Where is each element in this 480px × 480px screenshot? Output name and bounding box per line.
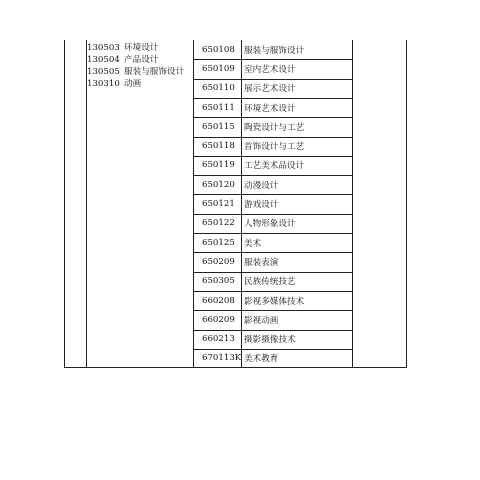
table-row	[194, 272, 352, 291]
major-code: 650209	[202, 256, 235, 267]
table-border-right	[406, 40, 407, 368]
major-name: 服装与服饰设计	[244, 45, 305, 56]
major-code: 130505	[87, 67, 120, 77]
major-name: 服装表演	[244, 257, 279, 268]
major-code: 650125	[202, 237, 235, 248]
table-row	[194, 214, 352, 233]
major-name: 陶瓷设计与工艺	[244, 122, 305, 133]
table-row	[194, 79, 352, 98]
list-item	[87, 54, 193, 66]
major-code: 650305	[202, 276, 235, 287]
major-code: 650122	[202, 218, 235, 229]
table-row	[194, 98, 352, 117]
major-name: 环境艺术设计	[244, 103, 296, 114]
major-code: 130310	[87, 79, 120, 89]
major-code: 650109	[202, 63, 235, 74]
major-code: 650115	[202, 121, 235, 132]
list-item	[87, 66, 193, 78]
major-code: 650110	[202, 83, 235, 94]
major-code: 660213	[202, 334, 235, 345]
table-row	[194, 194, 352, 213]
table-border-left	[64, 40, 65, 368]
major-name: 环境设计	[124, 43, 159, 53]
table-row	[194, 233, 352, 252]
table-row	[194, 117, 352, 136]
major-code: 130503	[87, 43, 120, 53]
table-row	[194, 156, 352, 175]
table-row	[194, 40, 352, 59]
table-column-divider	[352, 40, 353, 368]
major-code: 670113K	[202, 353, 242, 364]
major-name: 人物形象设计	[244, 219, 296, 230]
major-code: 650108	[202, 44, 235, 55]
major-name: 服装与服饰设计	[124, 67, 185, 77]
major-name: 室内艺术设计	[244, 64, 296, 75]
major-name: 游戏设计	[244, 200, 279, 211]
major-name: 首饰设计与工艺	[244, 142, 305, 153]
list-item	[87, 42, 193, 54]
major-code: 650111	[202, 102, 235, 113]
table-row	[194, 310, 352, 329]
major-code: 650120	[202, 179, 235, 190]
major-name: 摄影摄像技术	[244, 335, 296, 346]
table-row	[194, 59, 352, 78]
table-row	[194, 252, 352, 271]
major-code: 650118	[202, 141, 235, 152]
major-name: 动漫设计	[244, 180, 279, 191]
list-item	[87, 78, 193, 90]
major-name: 动画	[124, 79, 142, 89]
major-name: 美术	[244, 238, 262, 249]
table-row	[194, 349, 352, 368]
major-name: 影视多媒体技术	[244, 296, 305, 307]
table-row	[194, 137, 352, 156]
table-row	[194, 330, 352, 349]
major-name: 美术教育	[244, 354, 279, 365]
major-code: 650121	[202, 199, 235, 210]
major-code: 660208	[202, 295, 235, 306]
major-name: 影视动画	[244, 315, 279, 326]
major-code: 650119	[202, 160, 235, 171]
major-code: 660209	[202, 314, 235, 325]
table-row	[194, 291, 352, 310]
table-row	[194, 175, 352, 194]
major-code: 130504	[87, 55, 120, 65]
major-name: 产品设计	[124, 55, 159, 65]
undergraduate-major-list	[87, 42, 193, 90]
major-name: 工艺美术品设计	[244, 161, 305, 172]
major-name: 民族传统技艺	[244, 277, 296, 288]
major-table	[64, 40, 407, 368]
major-name: 展示艺术设计	[244, 84, 296, 95]
